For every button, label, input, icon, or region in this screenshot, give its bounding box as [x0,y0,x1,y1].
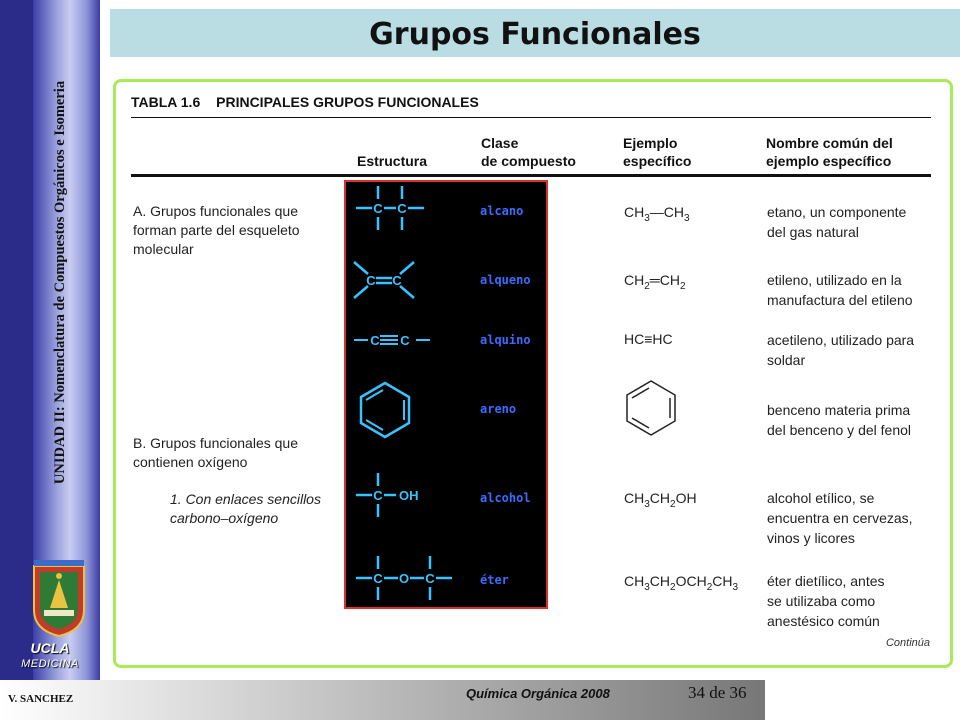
ejemplo-etileno: $CH_2═CH_2$ [624,272,686,292]
struct-c: C [392,273,402,288]
ejemplo-etano: $CH_3—CH_3$ [624,204,690,224]
benzene-ring-icon [356,380,414,440]
clase-alquino: alquino [480,333,531,347]
alcohol-structure-icon [352,470,426,520]
page-number: 34 de 36 [688,683,747,702]
nombre-eter: éter dietílico, antes se utilizaba como anestésico común [767,573,885,629]
clase-alqueno: alqueno [480,273,531,287]
logo-subtext: MEDICINA [21,658,79,670]
header-nombre: Nombre común del ejemplo específico [766,135,893,169]
nombre-acetileno: acetileno, utilizado para soldar [767,332,915,368]
struct-c: C [425,571,435,586]
footer-course: Química Orgánica 2008 [466,686,610,701]
clase-areno: areno [480,402,517,416]
clase-alcohol: alcohol [480,491,531,505]
struct-oh: OH [399,488,419,503]
table-title-text: PRINCIPALES GRUPOS FUNCIONALES [216,94,479,110]
struct-c: C [373,488,383,503]
section-b-label: B. Grupos funcionales que contienen oxígeno [133,435,298,470]
ejemplo-acetileno: HC≡HC [624,331,673,347]
unit-title: UNIDAD II: Nomenclatura de Compuestos Orgánicos e Isomeria [52,80,68,485]
header-clase: Clase de compuesto [481,135,576,169]
continua-note: Continúa [885,637,930,649]
ucla-logo-icon [30,560,88,638]
table-number: TABLA 1.6 [131,94,201,110]
header-divider [131,174,931,177]
section-b1-label: 1. Con enlaces sencillos carbono–oxígeno [170,491,321,526]
ejemplo-etanol: $CH_3CH_2OH$ [624,490,697,510]
section-a-label: A. Grupos funcionales que forman parte del esqueleto molecular [133,203,300,257]
ether-structure-icon [352,553,456,603]
page-title: Grupos Funcionales [369,17,701,52]
footer-author: V. SANCHEZ [8,693,74,705]
ejemplo-eter-dietilico: $CH_3CH_2OCH_2CH_3$ [624,573,739,593]
struct-o: O [398,571,410,586]
table-title [131,94,479,110]
struct-c: C [373,201,383,216]
struct-c: C [370,333,380,348]
nombre-benceno: benceno materia prima del benceno y del fenol [767,402,911,438]
nombre-etileno: etileno, utilizado en la manufactura del etileno [767,272,913,308]
logo-text: UCLA [30,640,70,656]
alkene-structure-icon [352,258,416,302]
alkane-structure-icon [350,184,430,232]
alkyne-structure-icon [354,330,430,350]
clase-eter: éter [480,573,509,587]
nombre-etano: etano, un componente del gas natural [767,204,907,240]
clase-alcano: alcano [480,204,524,218]
struct-c: C [400,333,410,348]
footer-bar [0,680,765,720]
struct-c: C [373,571,383,586]
struct-c: C [397,201,407,216]
header-ejemplo: Ejemplo específico [623,135,692,169]
benzene-example-icon [622,378,680,438]
nombre-alcohol: alcohol etílico, se encuentra en cervezas, vinos y licores [767,490,913,546]
title-divider [131,117,931,118]
header-estructura: Estructura [357,153,428,169]
struct-c: C [366,273,376,288]
